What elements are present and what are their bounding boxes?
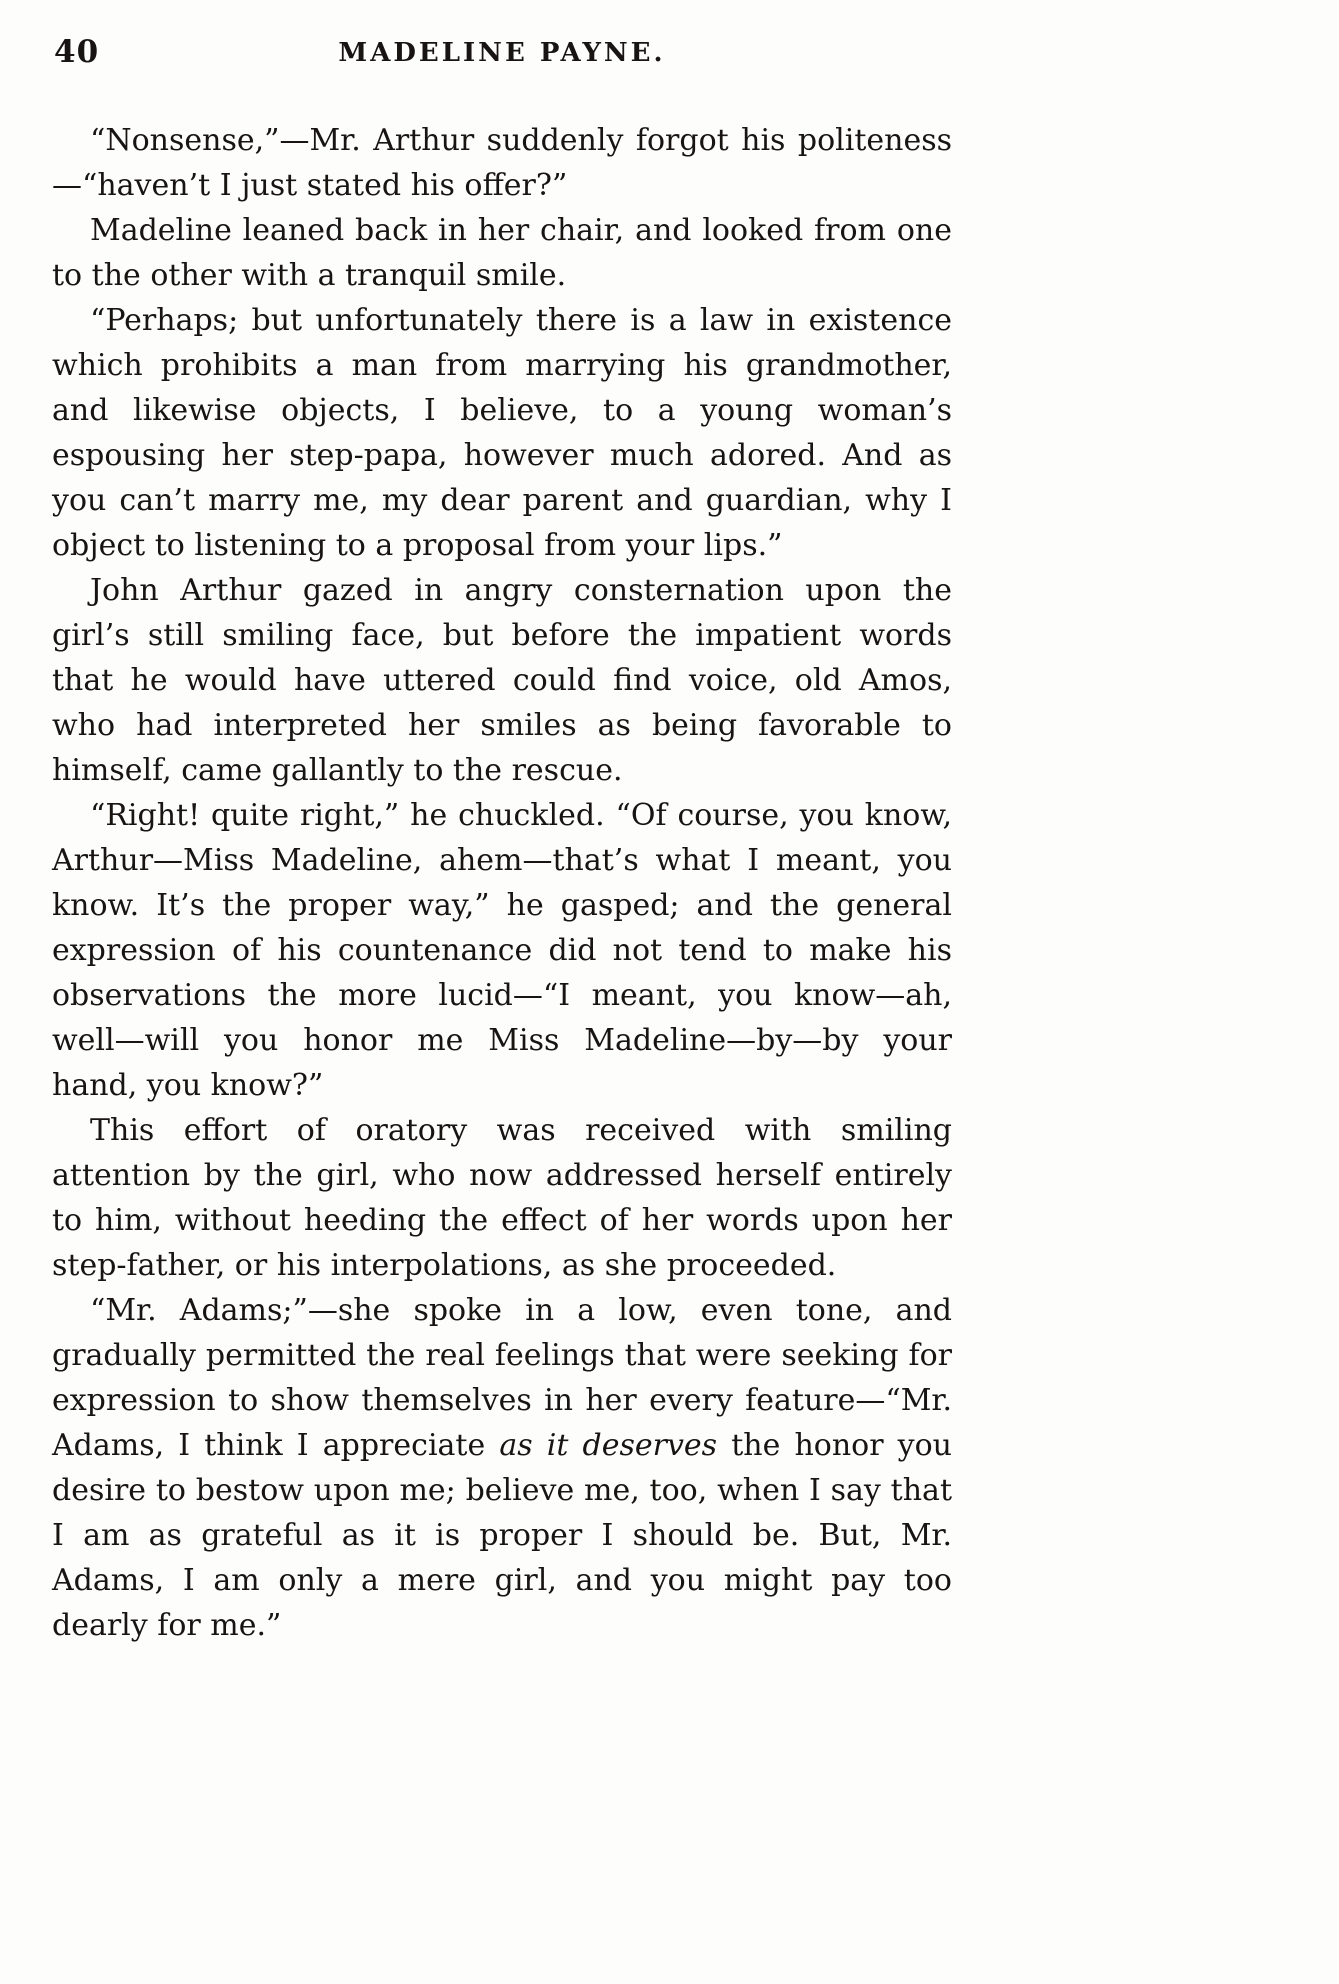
paragraph [52, 208, 952, 298]
text-run: This effort of oratory was received with smiling attention by the girl, who now addressed herself entirely to him, without heeding the effect of her words upon her step-father, or his interpolations, as she proceeded. [52, 1113, 952, 1283]
page-header [52, 34, 952, 92]
text-run: “Mr. Adams;”—she spoke in a low, even tone, and gradually permitted the real feelings that were seeking for expression to show themselves in her every feature—“Mr. Adams, I think I appreciate [52, 1293, 952, 1463]
paragraph [52, 793, 952, 1108]
running-header: MADELINE PAYNE. [338, 38, 666, 68]
paragraph [52, 1108, 952, 1288]
text-run: Madeline leaned back in her chair, and looked from one to the other with a tranquil smile. [52, 213, 952, 293]
paragraph [52, 1288, 952, 1648]
paragraph [52, 298, 952, 568]
text-run: the honor you desire to bestow upon me; believe me, too, when I say that I am as grateful as it is proper I should be. But, Mr. Adams, I am only a mere girl, and you might pay too dearly for me.” [52, 1428, 952, 1643]
page-number: 40 [54, 34, 100, 70]
text-run: “Right! quite right,” he chuckled. “Of course, you know, Arthur—Miss Madeline, ahem—that’s what I meant, you know. It’s the proper way,” he gasped; and the general expression of his countenance did not tend to make his observations the more lucid—“I meant, you know—ah, well—will you honor me Miss Madeline—by—by your hand, you know?” [52, 798, 952, 1103]
page-content [52, 34, 952, 1648]
text-run: “Perhaps; but unfortunately there is a law in existence which prohibits a man from marrying his grandmother, and likewise objects, I believe, to a young woman’s espousing her step-papa, however much adored. And as you can’t marry me, my dear parent and guardian, why I object to listening to a proposal from your lips.” [52, 303, 952, 563]
text-run: John Arthur gazed in angry consternation upon the girl’s still smiling face, but before the impatient words that he would have uttered could find voice, old Amos, who had interpreted her smiles as being favorable to himself, came gallantly to the rescue. [52, 573, 952, 788]
italic-text-run: as it deserves [499, 1428, 718, 1463]
paragraph [52, 118, 952, 208]
text-run: “Nonsense,”—Mr. Arthur suddenly forgot his politeness—“haven’t I just stated his offer?” [52, 123, 952, 203]
body-text [52, 118, 952, 1648]
paragraph [52, 568, 952, 793]
